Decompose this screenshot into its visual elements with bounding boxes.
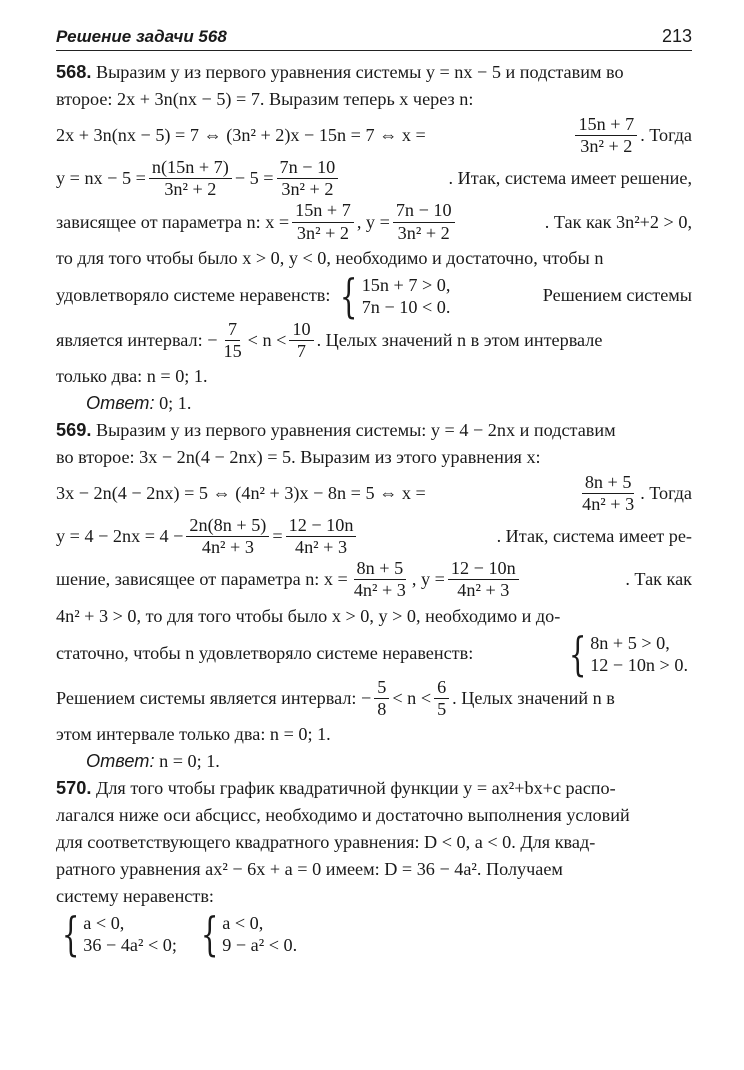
p568-eq2-tail: . Итак, система имеет решение, [448,168,692,189]
p569-line-5: 4n² + 3 > 0, то для того чтобы было x > 0, y > 0, необходимо и до- [56,605,561,626]
p569-eq-2 [56,516,692,557]
p568-frac-y3 [393,201,455,242]
p568-eq-2 [56,158,692,199]
p570-s2b: 9 − a² < 0. [222,934,298,955]
p569-line-1 [56,417,692,444]
problem-number-568: 568. [56,62,92,82]
denominator: 5 [437,698,447,719]
p568-frac-y2 [277,158,339,199]
numerator: 8n + 5 [582,473,635,494]
p570-line-3: для соответствующего квадратного уравнения: D < 0, a < 0. Для квад- [56,831,596,852]
numerator: 10 [289,320,313,341]
p570-line-1 [56,775,692,802]
p569-line-8: этом интервале только два: n = 0; 1. [56,723,331,744]
p568-eq-1 [56,115,692,156]
denominator: 3n² + 2 [164,179,217,200]
page-number: 213 [661,26,692,46]
p568-l7b: < n < [247,329,287,350]
p568-l6a: удовлетворяло системе неравенств: [56,285,331,306]
p569-sys-1: 8n + 5 > 0, [590,632,670,653]
p568-line-5: то для того чтобы было x > 0, y < 0, необходимо и достаточно, чтобы n [56,247,604,268]
page-header [56,26,692,51]
denominator: 4n² + 3 [201,537,254,558]
p569-frac-lo [374,678,389,719]
left-brace-icon: { [200,906,219,961]
p569-eq1-tail: . Тогда [640,482,692,503]
denominator: 4n² + 3 [294,537,348,558]
p570-systems [56,906,692,961]
numerator: n(15n + 7) [149,158,232,179]
p568-sys-2: 7n − 10 < 0. [361,296,451,317]
denominator: 3n² + 2 [580,136,633,157]
p568-answer [56,390,692,417]
numerator: 8n + 5 [354,559,407,580]
p570-l1: Для того чтобы график квадратичной функции y = ax²+bx+c распо- [95,777,616,798]
p569-l1: Выразим y из первого уравнения системы: y = 4 − 2nx и подставим [95,419,616,440]
p568-system [334,268,451,323]
numerator: 15n + 7 [292,201,354,222]
left-brace-icon: { [61,906,80,961]
numerator: 7n − 10 [277,158,339,179]
denominator: 3n² + 2 [397,222,450,243]
p569-eq2-mid: = [272,526,283,547]
p569-eq-3 [56,559,692,600]
p568-l1: Выразим y из первого уравнения системы y = nx − 5 и подставим во [95,62,624,82]
p569-line-2: во второе: 3x − 2n(4 − 2nx) = 5. Выразим из этого уравнения x: [56,446,541,467]
left-brace-icon: { [568,626,587,681]
running-title: Решение задачи 568 [56,27,227,46]
p569-sys-2: 12 − 10n > 0. [590,654,688,675]
p568-sys-1: 15n + 7 > 0, [361,274,451,295]
p568-interval-line [56,320,692,361]
p570-line-4: ратного уравнения ax² − 6x + a = 0 имеем: D = 36 − 4a². Получаем [56,858,563,879]
numerator: 2n(8n + 5) [186,516,269,537]
numerator: 6 [434,678,449,699]
p569-frac-x [579,473,637,514]
denominator: 3n² + 2 [296,222,349,243]
p569-frac-y1 [186,516,269,557]
problem-number-569: 569. [56,419,92,440]
denominator: 4n² + 3 [582,493,635,514]
p569-eq2-tail: . Итак, система имеет ре- [496,526,692,547]
p570-s1b: 36 − 4a² < 0; [83,934,177,955]
p568-frac-y1 [149,158,232,199]
p568-frac-lo [220,320,244,361]
denominator: 8 [377,698,387,719]
p570-s1a: a < 0, [83,912,125,933]
denominator: 7 [296,340,307,361]
numerator: 5 [374,678,389,699]
p569-l7a: Решением системы является интервал: − [56,687,372,708]
p569-eq3-left: шение, зависящее от параметра n: x = [56,569,348,590]
p569-eq3-mid: , y = [411,569,445,590]
p569-answer [56,748,692,775]
p568-eq2-mid: − 5 = [234,168,274,189]
p569-l7c: . Целых значений n в [452,687,615,708]
p570-system-1 [56,906,177,961]
p568-eq1-left: 2x + 3n(nx − 5) = 7 ⇔ (3n² + 2)x − 15n = 7 ⇔ x = [56,125,426,146]
p568-eq-3 [56,201,692,242]
p569-frac-hi [434,678,449,719]
p569-eq-1 [56,473,692,514]
numerator: 12 − 10n [448,559,519,580]
left-brace-icon: { [340,268,358,323]
p569-interval-line [56,678,692,719]
p569-eq2-left: y = 4 − 2nx = 4 − [56,526,184,547]
numerator: 7n − 10 [393,201,455,222]
p570-line-5: систему неравенств: [56,885,214,906]
p568-eq3-left: зависящее от параметра n: x = [56,211,290,232]
p568-eq3-tail: . Так как 3n²+2 > 0, [544,211,692,232]
p569-eq3-tail: . Так как [625,569,692,590]
p569-frac-y3 [448,559,519,600]
p568-system-line [56,268,692,323]
p568-line-1 [56,59,692,86]
body-text [56,59,692,961]
numerator: 15n + 7 [575,115,637,136]
p569-eq1-left: 3x − 2n(4 − 2nx) = 5 ⇔ (4n² + 3)x − 8n = 5 ⇔ x = [56,482,426,503]
answer-value: n = 0; 1. [159,750,220,771]
p568-l7c: . Целых значений n в этом интервале [316,329,603,350]
p568-frac-x2 [292,201,354,242]
answer-value: 0; 1. [159,392,192,413]
answer-label: Ответ: [86,750,155,771]
denominator: 15 [223,340,242,361]
numerator: 12 − 10n [286,516,357,537]
p570-s2a: a < 0, [222,912,264,933]
p568-l7a: является интервал: − [56,329,218,350]
p568-frac-x [575,115,637,156]
denominator: 4n² + 3 [457,580,510,601]
p568-l6b: Решением системы [542,285,692,306]
p570-line-2: лагался ниже оси абсцисс, необходимо и достаточно выполнения условий [56,804,630,825]
denominator: 4n² + 3 [353,580,406,601]
p569-system-line [56,626,692,681]
answer-label: Ответ: [86,392,155,413]
p568-frac-hi [289,320,313,361]
numerator: 7 [225,320,240,341]
denominator: 3n² + 2 [281,179,334,200]
p568-eq3-mid: , y = [356,211,390,232]
p568-line-8: только два: n = 0; 1. [56,365,208,386]
p568-line-2: второе: 2x + 3n(nx − 5) = 7. Выразим теперь x через n: [56,89,474,109]
p570-system-2 [195,906,298,961]
p568-eq1-tail: . Тогда [640,125,692,146]
p569-system [563,626,688,681]
problem-number-570: 570. [56,777,92,798]
p568-eq2-left: y = nx − 5 = [56,168,146,189]
p569-frac-y2 [286,516,357,557]
p569-l7b: < n < [392,687,432,708]
p569-frac-x2 [351,559,409,600]
p569-l6a: статочно, чтобы n удовлетворяло системе неравенств: [56,643,474,664]
